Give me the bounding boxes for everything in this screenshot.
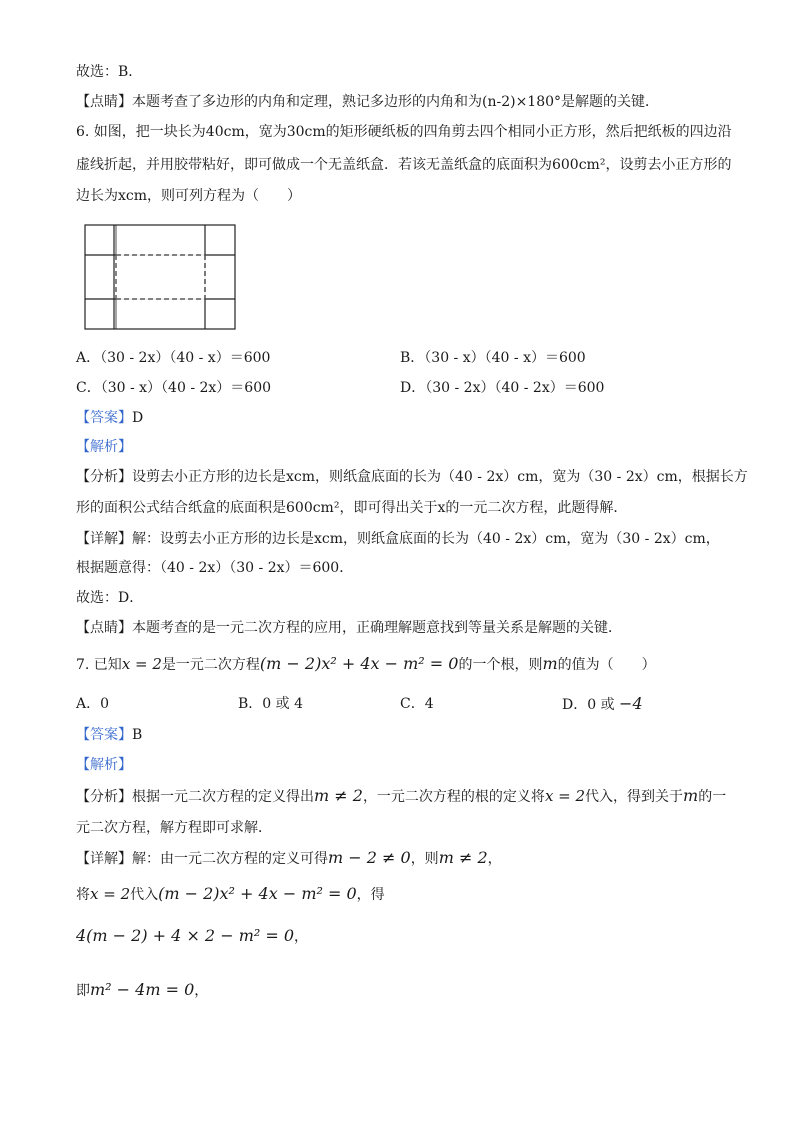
q7-xiangjie-line-1 xyxy=(76,848,502,869)
q7-ji-equation: m² − 4m = 0 xyxy=(90,980,195,999)
q7-sub-post: ，得 xyxy=(356,887,385,903)
cardboard-figure xyxy=(84,224,236,330)
q7-fenxi-mid2: 代入，得到关于 xyxy=(585,789,684,805)
q7-option-c: C．4 xyxy=(400,696,434,712)
q7-option-d xyxy=(562,694,643,715)
q7-stem xyxy=(76,654,656,675)
q7-stem-pre: 7. 已知 xyxy=(76,657,122,673)
q7-xiangjie-eq1: m − 2 ≠ 0 xyxy=(328,848,411,867)
q7-substitute-line xyxy=(76,884,385,905)
q7-equation-post: ， xyxy=(294,929,309,945)
q7-xiangjie-post: ， xyxy=(487,851,502,867)
q7-ji-line xyxy=(76,980,208,1001)
prev-comment-line: 【点睛】本题考查了多边形的内角和定理，熟记多边形的内角和为(n-2)×180°是解题的关键． xyxy=(76,94,660,110)
q6-xiangjie-line-1: 【详解】解：设剪去小正方形的边长是xcm，则纸盒底面的长为（40 - 2x）cm，宽为（30 - 2x）cm， xyxy=(76,531,720,547)
q7-sub-equation: (m − 2)x² + 4x − m² = 0 xyxy=(158,884,357,903)
q7-stem-equation: (m − 2)x² + 4x − m² = 0 xyxy=(259,654,459,673)
q6-option-d: D．（30 - 2x）（40 - 2x）＝600 xyxy=(400,380,605,396)
q6-stem-line-2: 虚线折起，并用胶带粘好，即可做成一个无盖纸盒．若该无盖纸盒的底面积为600cm²，设剪去小正方形的 xyxy=(76,157,732,173)
q7-stem-condition: x = 2 xyxy=(121,655,162,673)
q7-sub-x: x = 2 xyxy=(90,885,131,903)
q6-answer xyxy=(76,408,143,428)
q7-fenxi-line-2: 元二次方程，解方程即可求解． xyxy=(76,820,272,836)
q7-fenxi-x: x = 2 xyxy=(544,787,586,805)
answer-tag: 【答案】 xyxy=(76,410,132,426)
q7-fenxi-var: m xyxy=(683,786,699,805)
q6-analysis-tag: 【解析】 xyxy=(76,439,132,455)
q6-stem-line-1: 6. 如图，把一块长为40cm，宽为30cm的矩形硬纸板的四角剪去四个相同小正方形，然后把纸板的四边沿 xyxy=(76,124,732,140)
q7-equation: 4(m − 2) + 4 × 2 − m² = 0 xyxy=(76,926,295,945)
q6-fenxi-line-2: 形的面积公式结合纸盒的底面积是600cm²，即可得出关于x的一元二次方程，此题得解． xyxy=(76,500,628,516)
q7-fenxi-post: 的一 xyxy=(698,789,727,805)
q7-fenxi-line-1 xyxy=(76,786,726,807)
q7-answer xyxy=(76,725,142,745)
q7-analysis-tag: 【解析】 xyxy=(76,757,132,773)
q6-option-c: C．（30 - x）（40 - 2x）＝600 xyxy=(76,380,272,396)
q7-stem-post-1: 的一个根，则 xyxy=(458,657,543,673)
q7-fenxi-mid: ，一元二次方程的根的定义将 xyxy=(362,789,545,805)
q7-xiangjie-pre: 【详解】解：由一元二次方程的定义可得 xyxy=(76,851,328,867)
q7-option-d-pre: D．0 或 xyxy=(562,697,615,713)
answer-value: D xyxy=(132,410,144,426)
q7-option-d-value: −4 xyxy=(619,694,643,713)
q7-fenxi-m: m ≠ 2 xyxy=(314,786,363,805)
q7-stem-mid: 是一元二次方程 xyxy=(161,657,260,673)
q7-ji-post: ， xyxy=(194,983,209,999)
q7-stem-post-2: 的值为（ ） xyxy=(557,657,656,673)
q7-fenxi-pre: 【分析】根据一元二次方程的定义得出 xyxy=(76,789,314,805)
answer-value: B xyxy=(132,727,143,743)
q7-sub-mid: 代入 xyxy=(130,887,159,903)
q6-option-a: A．（30 - 2x）（40 - x）＝600 xyxy=(76,350,271,366)
q7-ji-pre: 即 xyxy=(76,983,90,999)
q7-xiangjie-eq2: m ≠ 2 xyxy=(438,848,488,867)
q7-stem-var: m xyxy=(542,654,558,673)
q7-equation-line xyxy=(76,926,308,947)
q7-sub-pre: 将 xyxy=(76,887,90,903)
q6-option-b: B．（30 - x）（40 - x）＝600 xyxy=(400,350,586,366)
q7-xiangjie-mid: ，则 xyxy=(410,851,439,867)
prev-answer-line: 故选：B． xyxy=(76,64,143,80)
q6-fenxi-line-1: 【分析】设剪去小正方形的边长是xcm，则纸盒底面的长为（40 - 2x）cm，宽为（30 - 2x）cm，根据长方 xyxy=(76,469,748,485)
answer-tag: 【答案】 xyxy=(76,727,132,743)
q6-dianjing: 【点睛】本题考查的是一元二次方程的应用，正确理解题意找到等量关系是解题的关键． xyxy=(76,620,622,636)
q7-option-b: B．0 或 4 xyxy=(238,696,304,712)
q6-xiangjie-line-2: 根据题意得：（40 - 2x）（30 - 2x）＝600． xyxy=(76,560,354,576)
q6-stem-line-3: 边长为xcm，则可列方程为（ ） xyxy=(76,188,302,204)
q7-option-a: A．0 xyxy=(76,696,110,712)
q6-choose: 故选：D． xyxy=(76,590,144,606)
